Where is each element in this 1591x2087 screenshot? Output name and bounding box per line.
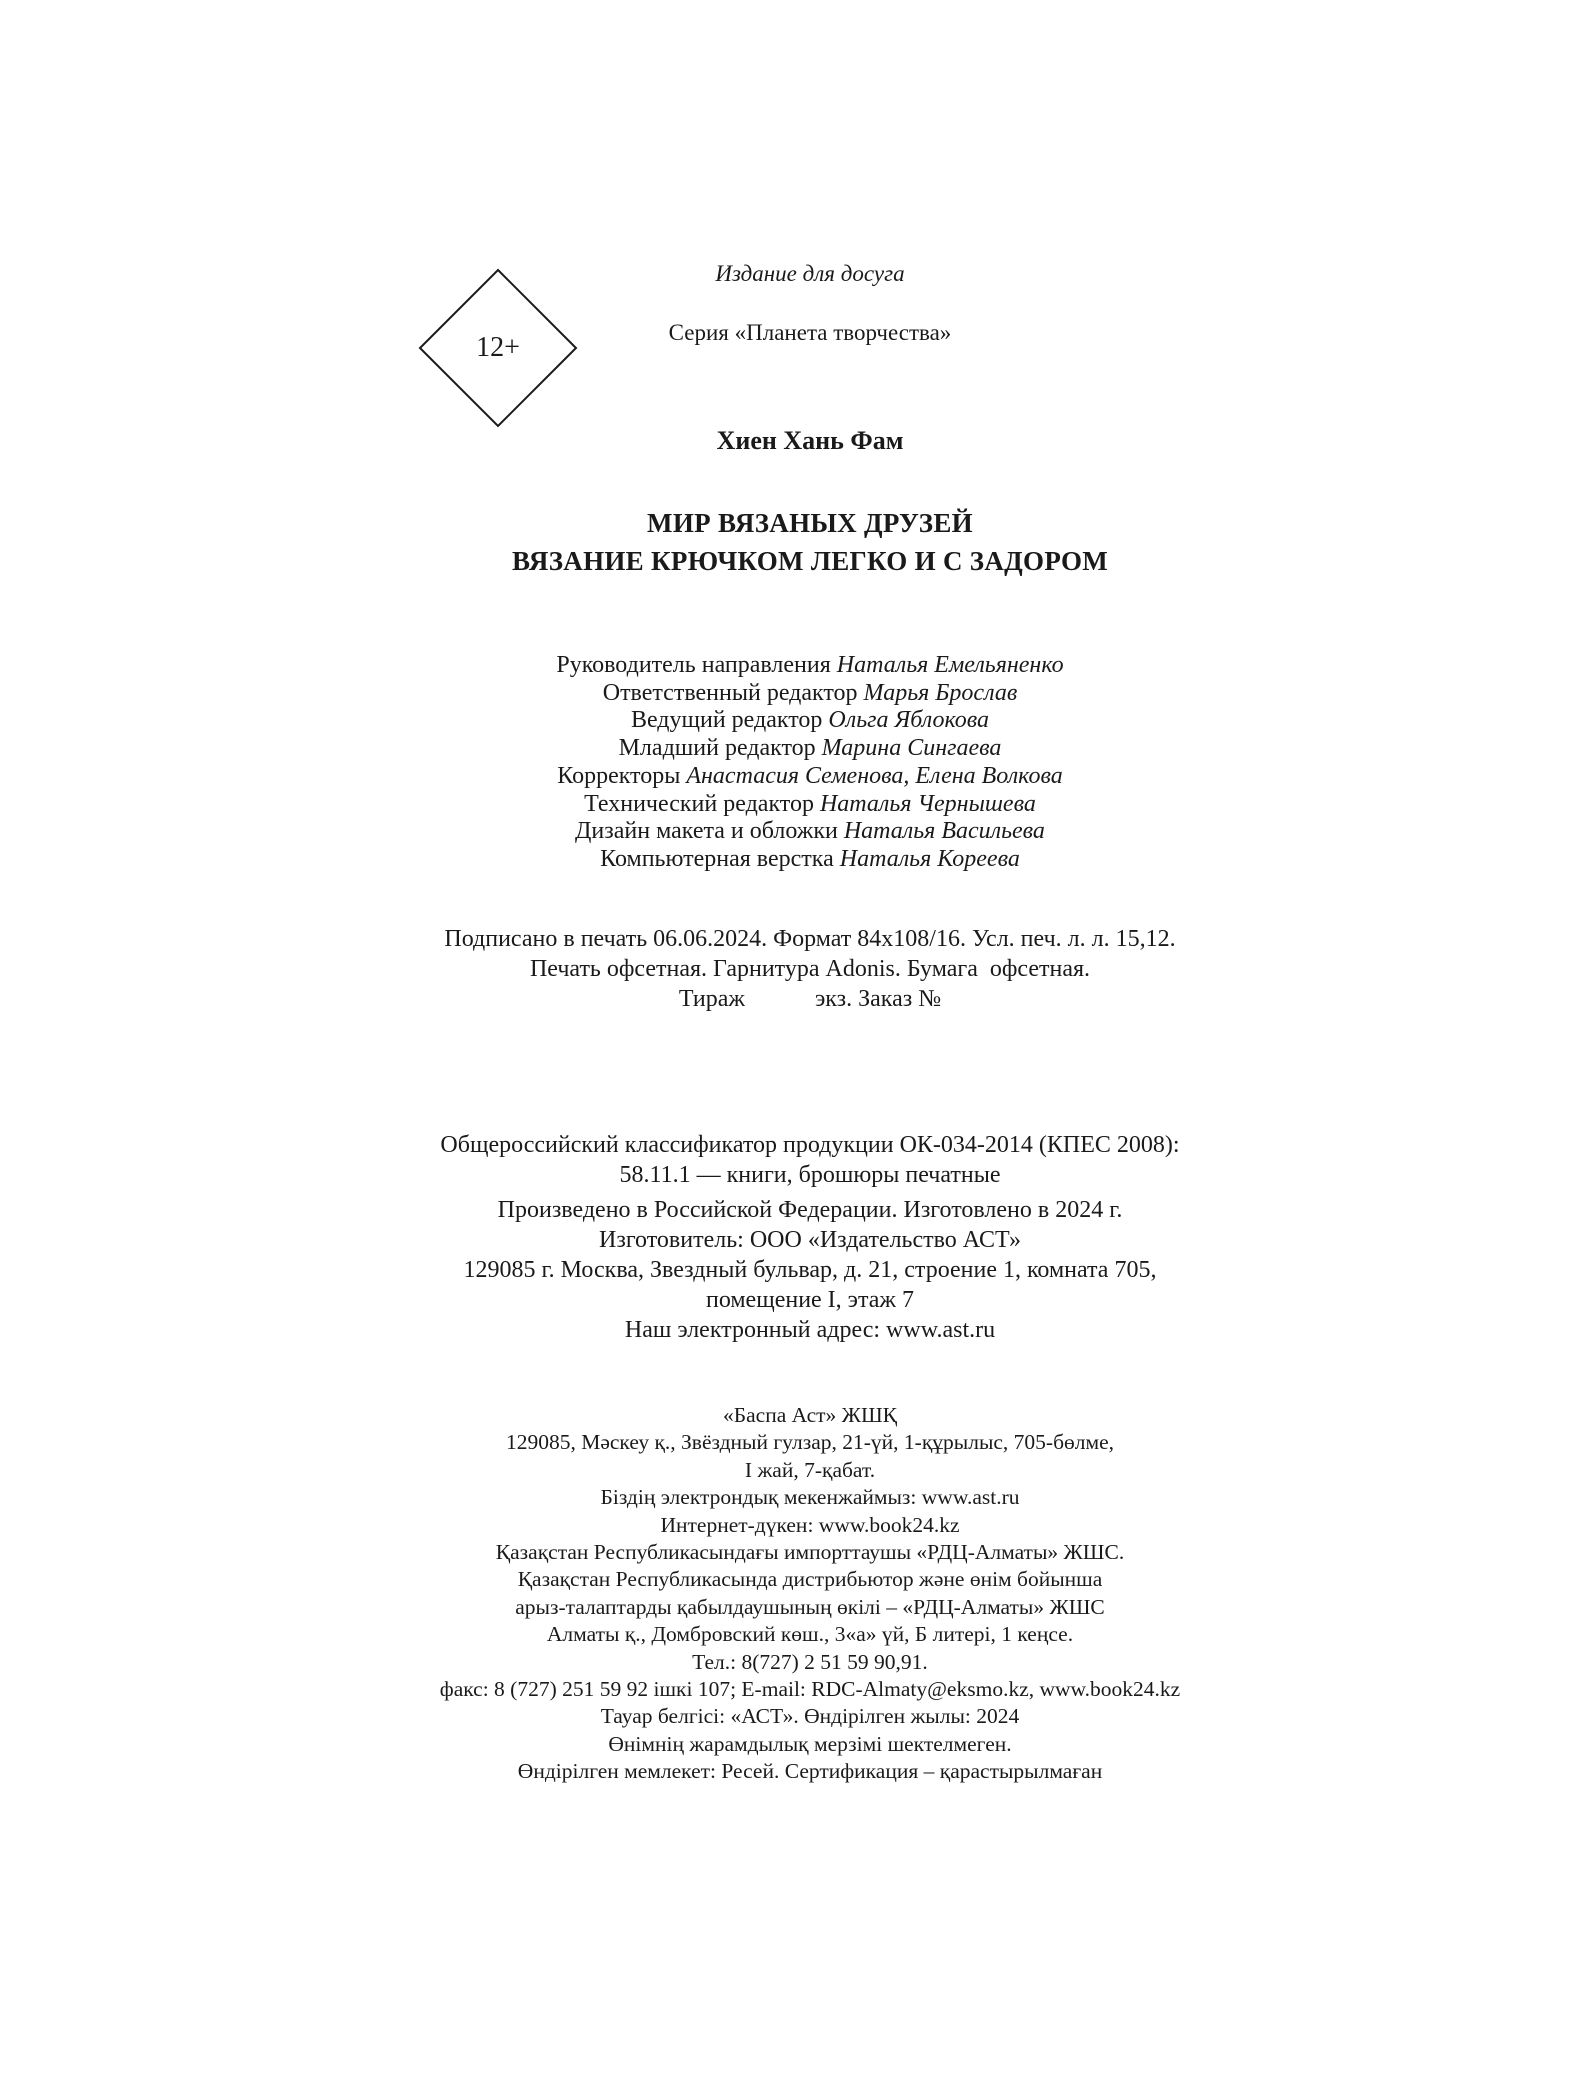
- manufacturer-line: 129085 г. Москва, Звездный бульвар, д. 21, строение 1, комната 705,: [463, 1257, 1157, 1283]
- kazakh-info-line: «Баспа Аст» ЖШҚ: [723, 1403, 897, 1427]
- credit-role: Дизайн макета и обложки: [575, 818, 838, 845]
- credit-row: [310, 818, 1310, 846]
- kazakh-info-line: I жай, 7-қабат.: [744, 1457, 876, 1482]
- print-info-line: Подписано в печать 06.06.2024. Формат 84x108/16. Усл. печ. л. л. 15,12.: [444, 926, 1176, 952]
- classifier-line: Общероссийский классификатор продукции ОК-034-2014 (КПЕС 2008):: [440, 1132, 1180, 1158]
- kazakh-info-line: Қазақстан Республикасындағы импорттаушы «РДЦ-Алматы» ЖШС.: [495, 1540, 1125, 1565]
- credit-person: Анастасия Семенова, Елена Волкова: [686, 762, 1063, 789]
- credit-person: Наталья Кореева: [839, 845, 1020, 872]
- credit-person: Наталья Чернышева: [819, 790, 1036, 817]
- credit-row: [310, 680, 1310, 708]
- credit-person: Марина Сингаева: [821, 735, 1002, 762]
- credit-role: Корректоры: [557, 762, 681, 789]
- kazakh-info-line: Тауар белгісі: «АСТ». Өндірілген жылы: 2024: [600, 1704, 1020, 1729]
- credits-list: [310, 652, 1310, 874]
- credit-role: Младший редактор: [618, 735, 816, 762]
- kazakh-info-line: Біздің электрондық мекенжаймыз: www.ast.ru: [600, 1485, 1020, 1510]
- credit-role: Ведущий редактор: [630, 707, 823, 734]
- manufacturer-line: Произведено в Российской Федерации. Изготовлено в 2024 г.: [497, 1197, 1123, 1223]
- print-info: [310, 924, 1310, 1014]
- credit-person: Наталья Васильева: [843, 818, 1045, 845]
- kazakh-info-line: арыз-талаптарды қабылдаушының өкілі – «РДЦ-Алматы» ЖШС: [515, 1594, 1105, 1619]
- credit-person: Марья Брослав: [863, 679, 1018, 706]
- book-title: [310, 504, 1310, 580]
- credit-role: Руководитель направления: [556, 652, 831, 678]
- kazakh-info-line: Қазақстан Республикасында дистрибьютор және өнім бойынша: [517, 1567, 1103, 1592]
- credit-row: [310, 735, 1310, 763]
- kazakh-info-line: Өнімнің жарамдылық мерзімі шектелмеген.: [608, 1731, 1012, 1756]
- credit-role: Ответственный редактор: [602, 679, 858, 706]
- manufacturer-line: Изготовитель: ООО «Издательство АСТ»: [599, 1227, 1021, 1253]
- print-info-line: Печать офсетная. Гарнитура Adonis. Бумага офсетная.: [529, 956, 1091, 982]
- credit-row: [310, 763, 1310, 791]
- kazakh-info-line: Өндірілген мемлекет: Ресей. Сертификация – қарастырылмаған: [517, 1759, 1103, 1784]
- kazakh-info-line: Тел.: 8(727) 2 51 59 90,91.: [692, 1649, 928, 1674]
- print-run-label: Тираж: [678, 986, 745, 1012]
- manufacturer-line: Наш электронный адрес: www.ast.ru: [624, 1317, 996, 1343]
- kazakh-info-line: 129085, Мәскеу қ., Звёздный гулзар, 21-үй, 1-құрылыс, 705-бөлме,: [505, 1430, 1115, 1455]
- kazakh-info-line: факс: 8 (727) 251 59 92 ішкі 107; E-mail: RDC-Almaty@eksmo.kz, www.book24.kz: [439, 1677, 1181, 1702]
- title-line-2: ВЯЗАНИЕ КРЮЧКОМ ЛЕГКО И С ЗАДОРОМ: [511, 546, 1109, 576]
- order-number-label: экз. Заказ №: [815, 986, 942, 1012]
- product-classifier: [310, 1130, 1310, 1190]
- age-rating-label: 12+: [476, 332, 520, 363]
- manufacturer-line: помещение I, этаж 7: [705, 1287, 914, 1313]
- edition-type: Издание для досуга: [715, 261, 905, 286]
- series-name: Серия «Планета творчества»: [668, 320, 952, 345]
- kazakh-info-line: Алматы қ., Домбровский көш., 3«а» үй, Б литері, 1 кеңсе.: [546, 1622, 1074, 1647]
- author-name: Хиен Хань Фам: [716, 426, 904, 455]
- credit-person: Наталья Емельяненко: [836, 652, 1064, 678]
- kazakh-importer-info: [310, 1402, 1310, 1786]
- credit-row: [310, 846, 1310, 874]
- classifier-line: 58.11.1 — книги, брошюры печатные: [619, 1162, 1001, 1188]
- print-run-line: [310, 984, 1310, 1014]
- credit-role: Технический редактор: [584, 790, 814, 817]
- credit-row: [310, 707, 1310, 735]
- credit-person: Ольга Яблокова: [828, 707, 990, 734]
- kazakh-info-line: Интернет-дүкен: www.book24.kz: [660, 1512, 960, 1537]
- credit-role: Компьютерная верстка: [600, 845, 834, 872]
- credit-row: [310, 652, 1310, 680]
- title-line-1: МИР ВЯЗАНЫХ ДРУЗЕЙ: [647, 508, 973, 538]
- credit-row: [310, 791, 1310, 819]
- age-rating-badge: [418, 268, 578, 428]
- manufacturer-info: [310, 1195, 1310, 1345]
